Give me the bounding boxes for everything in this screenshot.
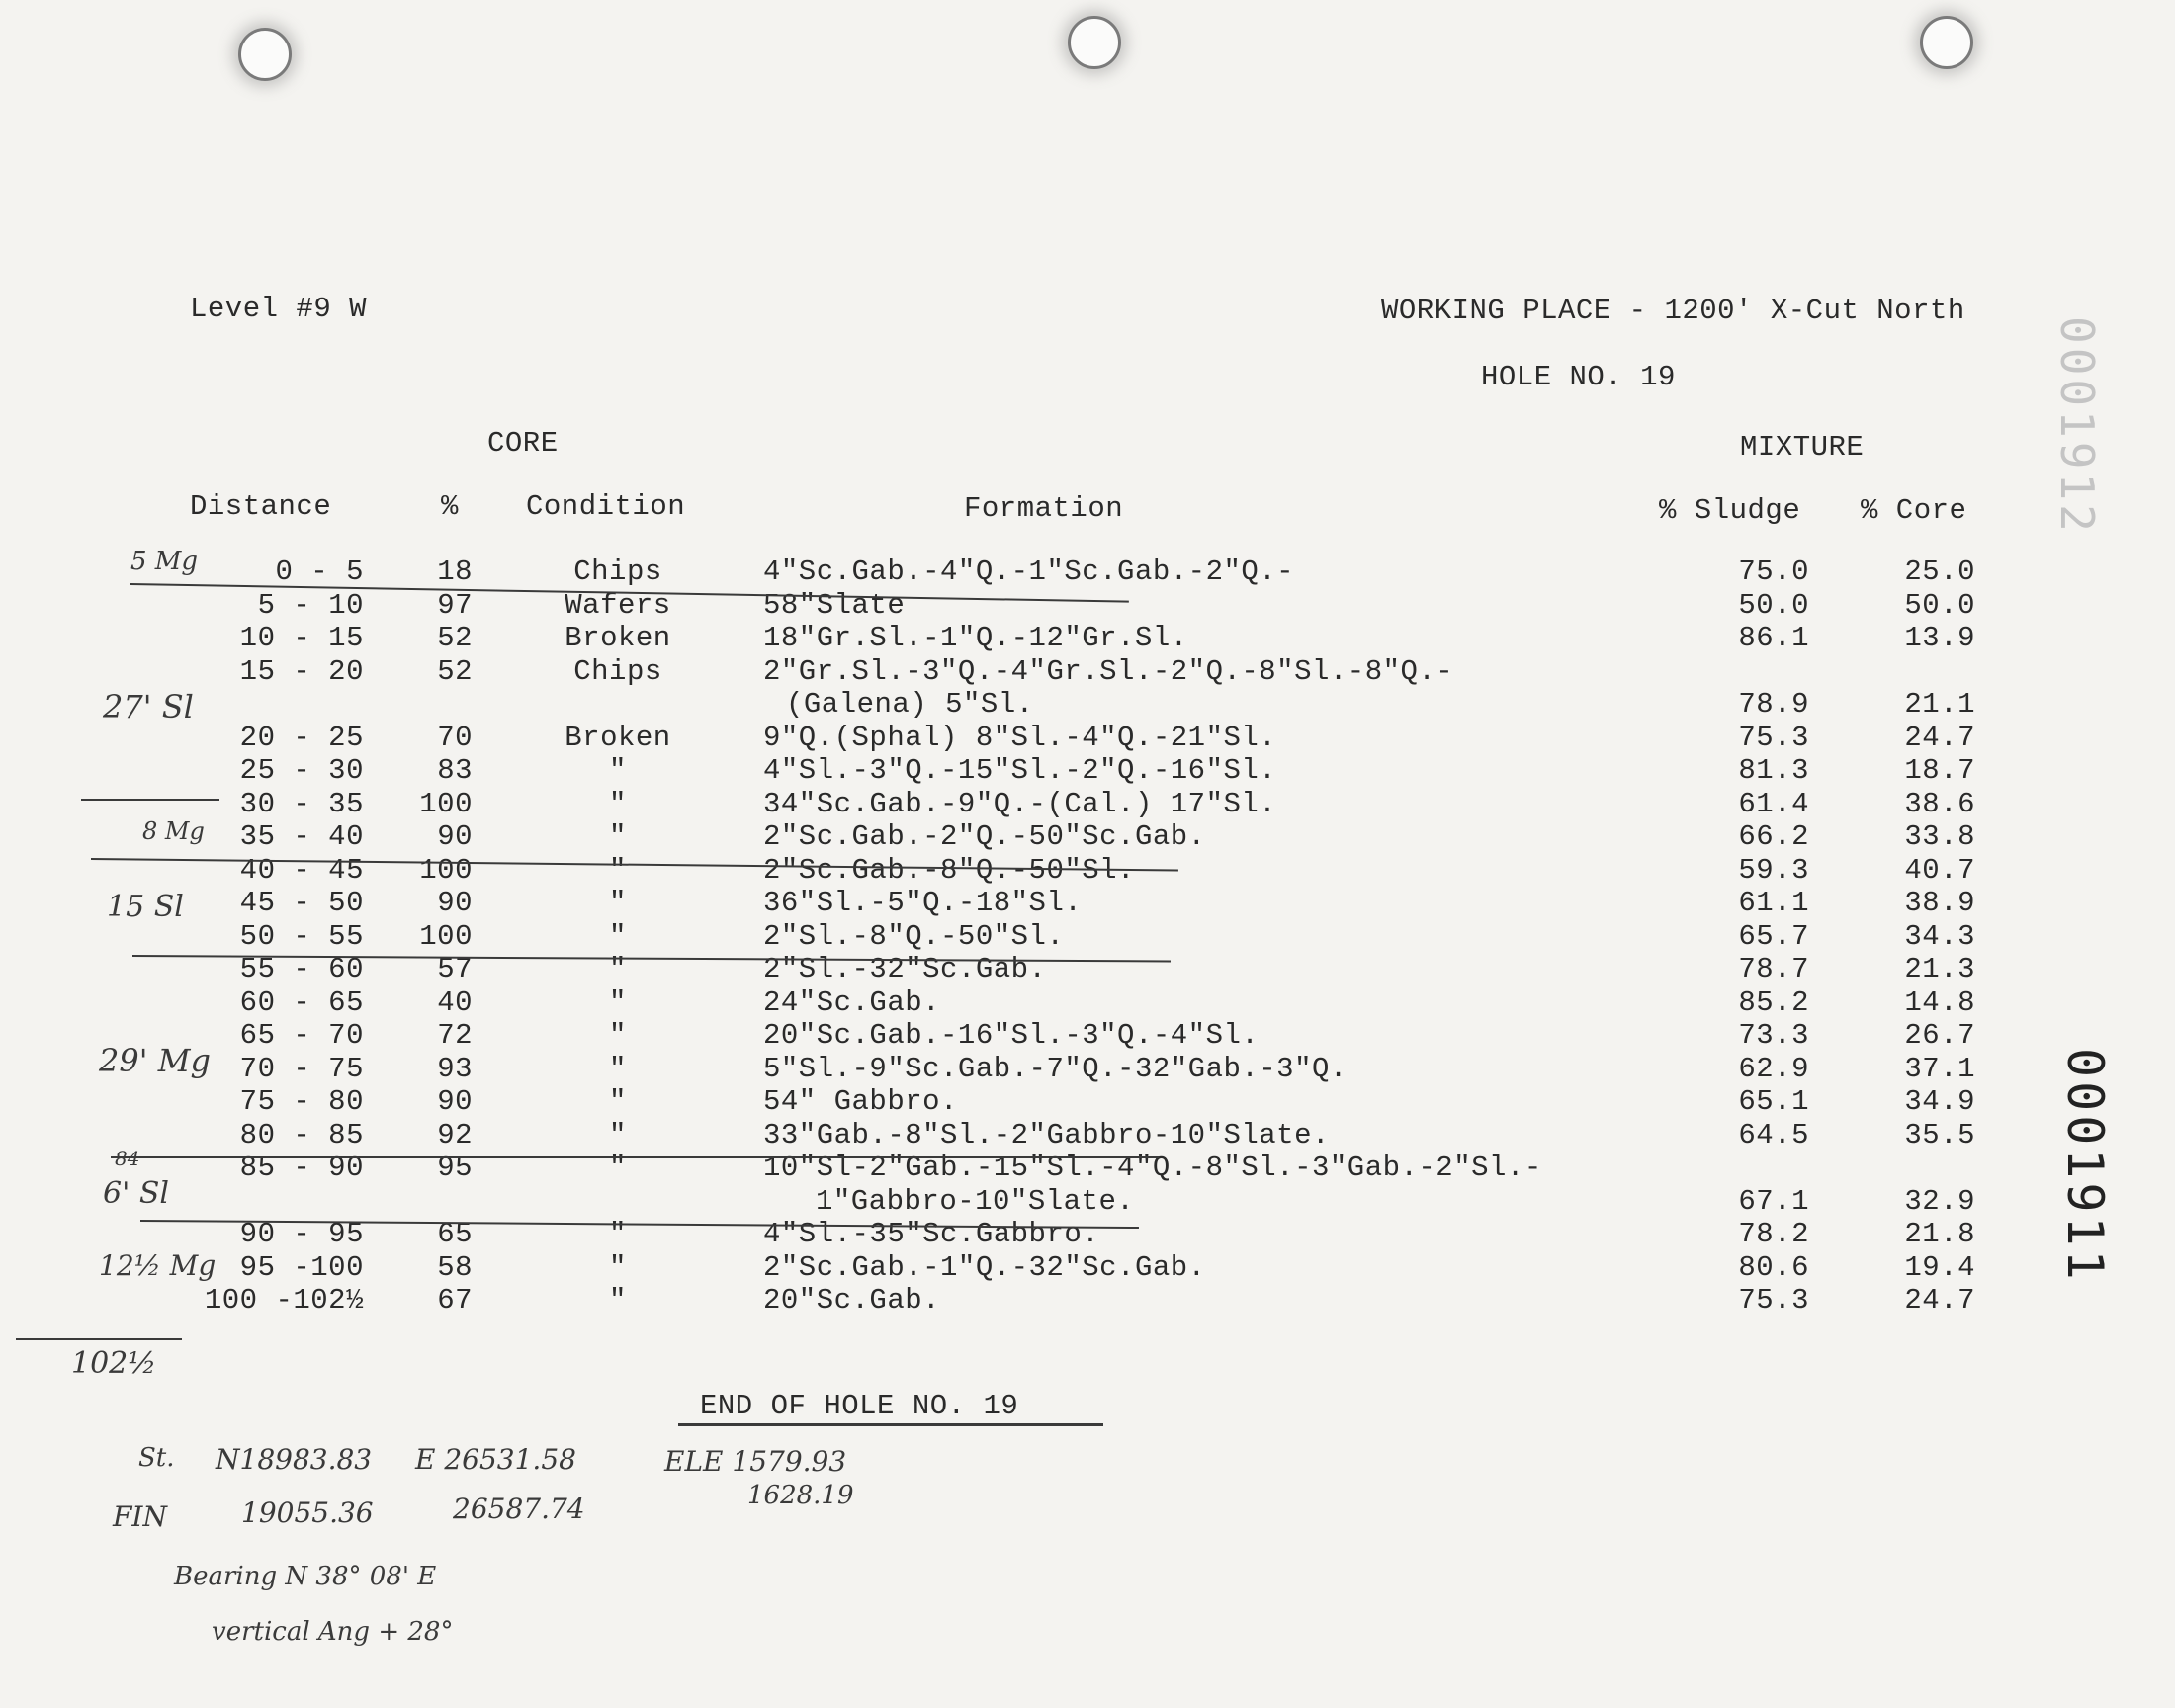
- cell-percent: 67: [437, 1284, 473, 1317]
- table-row: [0, 722, 2175, 755]
- cell-formation: 10"Sl-2"Gab.-15"Sl.-4"Q.-8"Sl.-3"Gab.-2"Sl.-: [763, 1152, 1542, 1184]
- cell-distance: 95 -100: [239, 1250, 364, 1284]
- cell-distance: 15 - 20: [239, 654, 364, 688]
- cell-percent: 83: [437, 754, 473, 787]
- cell-core: 21.3: [1904, 953, 1975, 985]
- cell-formation: 4"Sc.Gab.-4"Q.-1"Sc.Gab.-2"Q.-: [763, 555, 1295, 588]
- cell-core: 24.7: [1904, 721, 1975, 754]
- cell-core: 34.9: [1904, 1085, 1975, 1118]
- cell-formation: 5"Sl.-9"Sc.Gab.-7"Q.-32"Gab.-3"Q.: [763, 1052, 1348, 1085]
- margin-note-total: 102½: [71, 1346, 157, 1381]
- cell-distance: 10 - 15: [239, 622, 364, 654]
- cell-formation: 2"Gr.Sl.-3"Q.-4"Gr.Sl.-2"Q.-8"Sl.-8"Q.-: [763, 654, 1454, 688]
- cell-formation: 58"Slate: [763, 588, 906, 622]
- cell-condition: ": [609, 1218, 627, 1250]
- cell-percent: 18: [437, 555, 473, 588]
- cell-formation-continued: (Galena) 5"Sl.: [786, 688, 1034, 721]
- cell-sludge: 85.2: [1738, 985, 1809, 1019]
- cell-percent: 90: [437, 820, 473, 853]
- cell-formation: 36"Sl.-5"Q.-18"Sl.: [763, 887, 1083, 919]
- cell-core: 26.7: [1904, 1019, 1975, 1052]
- cell-percent: 72: [437, 1019, 473, 1052]
- cell-formation: 4"Sl.-3"Q.-15"Sl.-2"Q.-16"Sl.: [763, 754, 1277, 787]
- cell-sludge: 64.5: [1738, 1118, 1809, 1152]
- cell-formation: 54" Gabbro.: [763, 1085, 958, 1118]
- cell-formation: 2"Sl.-8"Q.-50"Sl.: [763, 919, 1065, 953]
- margin-note-84: 84: [115, 1147, 140, 1170]
- table-row: [0, 1019, 2175, 1053]
- margin-note-27sl: 27' Sl: [103, 688, 194, 726]
- table-row: [0, 754, 2175, 788]
- cell-distance: 35 - 40: [239, 820, 364, 853]
- fin-elevation: 1628.19: [747, 1481, 854, 1510]
- punch-hole-right: [1920, 16, 1973, 69]
- margin-note-6sl: 6' Sl: [103, 1176, 170, 1211]
- margin-note-8mg: 8 Mg: [142, 817, 205, 845]
- cell-core: 38.6: [1904, 787, 1975, 820]
- table-row: [0, 589, 2175, 623]
- cell-percent: 93: [437, 1052, 473, 1085]
- cell-percent: 95: [437, 1152, 473, 1184]
- cell-core: 25.0: [1904, 555, 1975, 588]
- mixture-section-label: MIXTURE: [1740, 431, 1865, 464]
- cell-sludge: 78.9: [1738, 688, 1809, 721]
- cell-core: 14.8: [1904, 985, 1975, 1019]
- cell-percent: 92: [437, 1118, 473, 1152]
- cell-distance: 75 - 80: [239, 1085, 364, 1118]
- fin-easting: 26587.74: [453, 1493, 585, 1525]
- cell-condition: ": [609, 853, 627, 887]
- cell-distance: 20 - 25: [239, 721, 364, 754]
- cell-sludge: 61.1: [1738, 887, 1809, 919]
- cell-percent: 40: [437, 985, 473, 1019]
- end-of-hole-label: END OF HOLE NO. 19: [700, 1390, 1019, 1422]
- cell-formation: 34"Sc.Gab.-9"Q.-(Cal.) 17"Sl.: [763, 787, 1277, 820]
- cell-core: 40.7: [1904, 853, 1975, 887]
- cell-sludge: 67.1: [1738, 1184, 1809, 1218]
- cell-core: 21.1: [1904, 688, 1975, 721]
- table-row: [0, 1284, 2175, 1318]
- cell-condition: ": [609, 754, 627, 787]
- table-row: [0, 622, 2175, 655]
- table-row: [0, 1053, 2175, 1086]
- cell-condition: Broken: [565, 721, 671, 754]
- end-underline: [678, 1423, 1103, 1426]
- cell-percent: 97: [437, 588, 473, 622]
- table-row: [0, 887, 2175, 920]
- cell-sludge: 62.9: [1738, 1052, 1809, 1085]
- strike-line: [16, 1338, 182, 1340]
- cell-distance: 70 - 75: [239, 1052, 364, 1085]
- table-row: [0, 820, 2175, 854]
- col-header-formation: Formation: [964, 492, 1124, 525]
- hole-number-label: HOLE NO. 19: [1481, 361, 1676, 393]
- cell-distance: 85 - 90: [239, 1152, 364, 1184]
- cell-distance: 55 - 60: [239, 953, 364, 985]
- cell-sludge: 81.3: [1738, 754, 1809, 787]
- cell-formation: 24"Sc.Gab.: [763, 985, 941, 1019]
- cell-core: 35.5: [1904, 1118, 1975, 1152]
- cell-condition: ": [609, 1250, 627, 1284]
- cell-distance: 25 - 30: [239, 754, 364, 787]
- cell-formation: 2"Sl.-32"Sc.Gab.: [763, 953, 1047, 985]
- cell-condition: ": [609, 1284, 627, 1317]
- margin-note-5mg: 5 Mg: [130, 547, 199, 576]
- fin-label: FIN: [113, 1500, 167, 1533]
- cell-distance: 100 -102½: [204, 1284, 364, 1317]
- cell-distance: 90 - 95: [239, 1218, 364, 1250]
- cell-condition: ": [609, 887, 627, 919]
- col-header-sludge: % Sludge: [1659, 494, 1801, 527]
- cell-core: 18.7: [1904, 754, 1975, 787]
- table-row: [0, 986, 2175, 1020]
- cell-core: 24.7: [1904, 1284, 1975, 1317]
- table-row: [0, 1119, 2175, 1153]
- st-easting: E 26531.58: [415, 1443, 576, 1476]
- stamp-number-faint: 0001912: [2050, 316, 2104, 536]
- margin-note-12mg: 12½ Mg: [99, 1249, 217, 1282]
- cell-distance: 5 - 10: [257, 588, 364, 622]
- cell-sludge: 78.2: [1738, 1218, 1809, 1250]
- cell-core: 33.8: [1904, 820, 1975, 853]
- cell-sludge: 66.2: [1738, 820, 1809, 853]
- st-northing: N18983.83: [216, 1443, 373, 1476]
- col-header-condition: Condition: [526, 490, 686, 523]
- cell-condition: ": [609, 1152, 627, 1184]
- cell-condition: ": [609, 1019, 627, 1052]
- cell-distance: 50 - 55: [239, 919, 364, 953]
- cell-sludge: 73.3: [1738, 1019, 1809, 1052]
- cell-distance: 30 - 35: [239, 787, 364, 820]
- cell-formation: 4"Sl.-35"Sc.Gabbro.: [763, 1218, 1100, 1250]
- strike-line: [111, 1156, 1159, 1158]
- cell-core: 34.3: [1904, 919, 1975, 953]
- st-elevation: ELE 1579.93: [664, 1445, 847, 1478]
- cell-sludge: 50.0: [1738, 588, 1809, 622]
- table-row: [0, 1251, 2175, 1285]
- cell-distance: 80 - 85: [239, 1118, 364, 1152]
- cell-formation: 18"Gr.Sl.-1"Q.-12"Gr.Sl.: [763, 622, 1188, 654]
- cell-distance: 60 - 65: [239, 985, 364, 1019]
- cell-distance: 40 - 45: [239, 853, 364, 887]
- col-header-percent: %: [441, 490, 459, 523]
- cell-sludge: 61.4: [1738, 787, 1809, 820]
- level-label: Level #9 W: [190, 293, 368, 325]
- cell-sludge: 65.7: [1738, 919, 1809, 953]
- cell-condition: Chips: [573, 654, 662, 688]
- cell-sludge: 78.7: [1738, 953, 1809, 985]
- cell-condition: ": [609, 985, 627, 1019]
- cell-core: 38.9: [1904, 887, 1975, 919]
- cell-percent: 70: [437, 721, 473, 754]
- cell-percent: 52: [437, 622, 473, 654]
- cell-distance: 65 - 70: [239, 1019, 364, 1052]
- cell-formation: 20"Sc.Gab.: [763, 1284, 941, 1317]
- table-row: [0, 555, 2175, 589]
- cell-percent: 58: [437, 1250, 473, 1284]
- cell-core: 19.4: [1904, 1250, 1975, 1284]
- cell-sludge: 75.3: [1738, 721, 1809, 754]
- cell-condition: Chips: [573, 555, 662, 588]
- table-row: [0, 920, 2175, 954]
- margin-note-15sl: 15 Sl: [107, 890, 184, 924]
- cell-percent: 90: [437, 1085, 473, 1118]
- core-section-label: CORE: [487, 427, 559, 460]
- cell-condition: ": [609, 919, 627, 953]
- cell-sludge: 75.0: [1738, 555, 1809, 588]
- cell-sludge: 80.6: [1738, 1250, 1809, 1284]
- cell-percent: 57: [437, 953, 473, 985]
- st-label: St.: [138, 1443, 175, 1473]
- cell-distance: 0 - 5: [275, 555, 364, 588]
- cell-formation: 2"Sc.Gab.-8"Q.-50"Sl.: [763, 853, 1135, 887]
- punch-hole-center: [1068, 16, 1121, 69]
- cell-condition: ": [609, 1085, 627, 1118]
- table-row: [0, 788, 2175, 821]
- cell-sludge: 75.3: [1738, 1284, 1809, 1317]
- cell-formation: 20"Sc.Gab.-16"Sl.-3"Q.-4"Sl.: [763, 1019, 1260, 1052]
- table-row: [0, 1085, 2175, 1119]
- fin-northing: 19055.36: [241, 1496, 374, 1529]
- cell-condition: ": [609, 1118, 627, 1152]
- cell-formation: 2"Sc.Gab.-2"Q.-50"Sc.Gab.: [763, 820, 1206, 853]
- cell-formation-continued: 1"Gabbro-10"Slate.: [816, 1184, 1135, 1218]
- cell-sludge: 65.1: [1738, 1085, 1809, 1118]
- cell-core: 37.1: [1904, 1052, 1975, 1085]
- col-header-distance: Distance: [190, 490, 332, 523]
- table-row: [0, 953, 2175, 986]
- cell-percent: 100: [419, 853, 473, 887]
- cell-condition: ": [609, 820, 627, 853]
- stamp-number: 0001911: [2056, 1048, 2114, 1284]
- cell-core: 32.9: [1904, 1184, 1975, 1218]
- cell-condition: ": [609, 787, 627, 820]
- cell-core: 50.0: [1904, 588, 1975, 622]
- cell-sludge: 86.1: [1738, 622, 1809, 654]
- cell-formation: 33"Gab.-8"Sl.-2"Gabbro-10"Slate.: [763, 1118, 1330, 1152]
- cell-condition: ": [609, 953, 627, 985]
- punch-hole-left: [238, 28, 292, 81]
- cell-condition: Broken: [565, 622, 671, 654]
- cell-core: 13.9: [1904, 622, 1975, 654]
- cell-condition: Wafers: [565, 588, 671, 622]
- cell-percent: 52: [437, 654, 473, 688]
- cell-percent: 90: [437, 887, 473, 919]
- margin-note-29mg: 29' Mg: [99, 1042, 211, 1079]
- cell-distance: 45 - 50: [239, 887, 364, 919]
- cell-formation: 9"Q.(Sphal) 8"Sl.-4"Q.-21"Sl.: [763, 721, 1277, 754]
- cell-formation: 2"Sc.Gab.-1"Q.-32"Sc.Gab.: [763, 1250, 1206, 1284]
- cell-percent: 65: [437, 1218, 473, 1250]
- cell-sludge: 59.3: [1738, 853, 1809, 887]
- working-place-label: WORKING PLACE - 1200' X-Cut North: [1381, 295, 1965, 327]
- cell-percent: 100: [419, 919, 473, 953]
- cell-condition: ": [609, 1052, 627, 1085]
- bearing-note: Bearing N 38° 08' E: [174, 1562, 437, 1591]
- cell-percent: 100: [419, 787, 473, 820]
- cell-core: 21.8: [1904, 1218, 1975, 1250]
- strike-line: [81, 799, 219, 801]
- col-header-core: % Core: [1861, 494, 1967, 527]
- vertical-angle-note: vertical Ang + 28°: [212, 1617, 454, 1647]
